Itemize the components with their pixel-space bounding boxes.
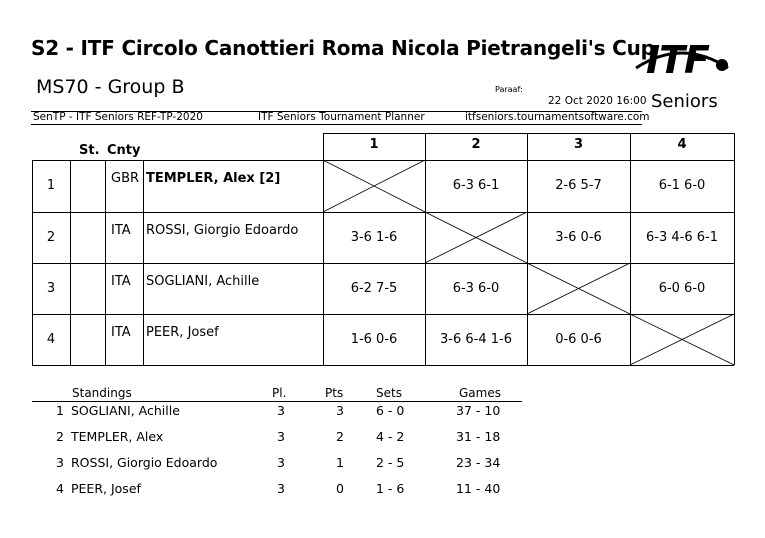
- standings-player-name: ROSSI, Giorgio Edoardo: [71, 455, 218, 470]
- standings-rank: 1: [56, 403, 64, 418]
- standings-played: 3: [277, 455, 285, 470]
- header-col-4: 4: [677, 137, 687, 152]
- grid-vline: [143, 160, 144, 365]
- row-country: ITA: [111, 274, 131, 289]
- standings-points: 0: [336, 481, 344, 496]
- standings-player-name: PEER, Josef: [71, 481, 141, 496]
- grid-vline: [105, 160, 106, 365]
- match-result: 0-6 0-6: [555, 332, 602, 347]
- match-result: 3-6 1-6: [350, 230, 398, 245]
- grid-vline: [734, 133, 735, 365]
- standings-sets: 2 - 5: [376, 455, 405, 470]
- self-match-cross-icon: [425, 212, 527, 263]
- row-country: ITA: [111, 325, 131, 340]
- header-col-1: 1: [369, 137, 379, 152]
- standings-sets: 4 - 2: [376, 429, 405, 444]
- match-result: 6-3 6-0: [452, 281, 500, 296]
- standings-sets: 1 - 6: [376, 481, 405, 496]
- header-col-2: 2: [471, 137, 481, 152]
- header-st: St.: [79, 143, 100, 158]
- standings-sets: 6 - 0: [376, 403, 405, 418]
- row-country: GBR: [111, 171, 140, 186]
- row-player-name: PEER, Josef: [146, 325, 219, 340]
- standings-header-sets: Sets: [376, 386, 402, 400]
- itf-logo: ITF: [646, 38, 710, 82]
- standings-points: 2: [336, 429, 344, 444]
- match-result: 1-6 0-6: [350, 332, 398, 347]
- grid-vline: [527, 133, 528, 365]
- header-cnty: Cnty: [107, 143, 141, 158]
- info-right: itfseniors.tournamentsoftware.com: [465, 111, 650, 123]
- row-player-name: SOGLIANI, Achille: [146, 274, 260, 289]
- standings-rank: 3: [56, 455, 64, 470]
- standings-played: 3: [277, 403, 285, 418]
- standings-games: 11 - 40: [456, 481, 501, 496]
- standings-header-pl: Pl.: [272, 386, 287, 400]
- row-number: 3: [46, 281, 56, 296]
- grid-hline: [323, 133, 734, 134]
- standings-games: 23 - 34: [456, 455, 501, 470]
- standings-played: 3: [277, 481, 285, 496]
- self-match-cross-icon: [323, 160, 425, 212]
- match-result: 6-3 4-6 6-1: [646, 230, 718, 245]
- standings-points: 1: [336, 455, 344, 470]
- info-left: SenTP - ITF Seniors REF-TP-2020: [33, 111, 203, 123]
- grid-hline: [32, 365, 734, 366]
- itf-logo-seniors: Seniors: [651, 91, 718, 112]
- self-match-cross-icon: [630, 314, 734, 365]
- row-country: ITA: [111, 223, 131, 238]
- match-result: 6-2 7-5: [350, 281, 398, 296]
- standings-played: 3: [277, 429, 285, 444]
- match-result: 6-0 6-0: [658, 281, 706, 296]
- standings-header-pts: Pts: [325, 386, 344, 400]
- standings-header-games: Games: [459, 386, 501, 400]
- standings-divider: [32, 401, 522, 402]
- standings-games: 31 - 18: [456, 429, 501, 444]
- row-number: 1: [46, 178, 56, 193]
- row-player-name: TEMPLER, Alex [2]: [146, 171, 281, 186]
- match-result: 6-3 6-1: [452, 178, 500, 193]
- info-middle: ITF Seniors Tournament Planner: [258, 111, 425, 123]
- header-divider-bottom: [31, 124, 642, 125]
- standings-points: 3: [336, 403, 344, 418]
- standings-games: 37 - 10: [456, 403, 501, 418]
- row-player-name: ROSSI, Giorgio Edoardo: [146, 223, 299, 238]
- tournament-title: S2 - ITF Circolo Canottieri Roma Nicola Pietrangeli's Cup: [31, 36, 655, 60]
- row-number: 2: [46, 230, 56, 245]
- grid-hline: [32, 314, 734, 315]
- match-result: 6-1 6-0: [658, 178, 706, 193]
- match-result: 3-6 6-4 1-6: [440, 332, 512, 347]
- self-match-cross-icon: [527, 263, 630, 314]
- paraaf-label: Paraaf:: [495, 85, 523, 94]
- group-title: MS70 - Group B: [36, 76, 185, 98]
- header-col-3: 3: [573, 137, 584, 152]
- tennis-ball-icon: [716, 59, 728, 71]
- standings-player-name: SOGLIANI, Achille: [71, 403, 180, 418]
- grid-vline: [70, 160, 71, 365]
- print-datetime: 22 Oct 2020 16:00: [548, 95, 647, 107]
- standings-player-name: TEMPLER, Alex: [71, 429, 164, 444]
- grid-hline: [32, 212, 734, 213]
- match-result: 3-6 0-6: [555, 230, 602, 245]
- row-number: 4: [46, 332, 56, 347]
- standings-rank: 2: [56, 429, 64, 444]
- standings-header-label: Standings: [72, 386, 132, 400]
- standings-rank: 4: [56, 481, 64, 496]
- match-result: 2-6 5-7: [555, 178, 602, 193]
